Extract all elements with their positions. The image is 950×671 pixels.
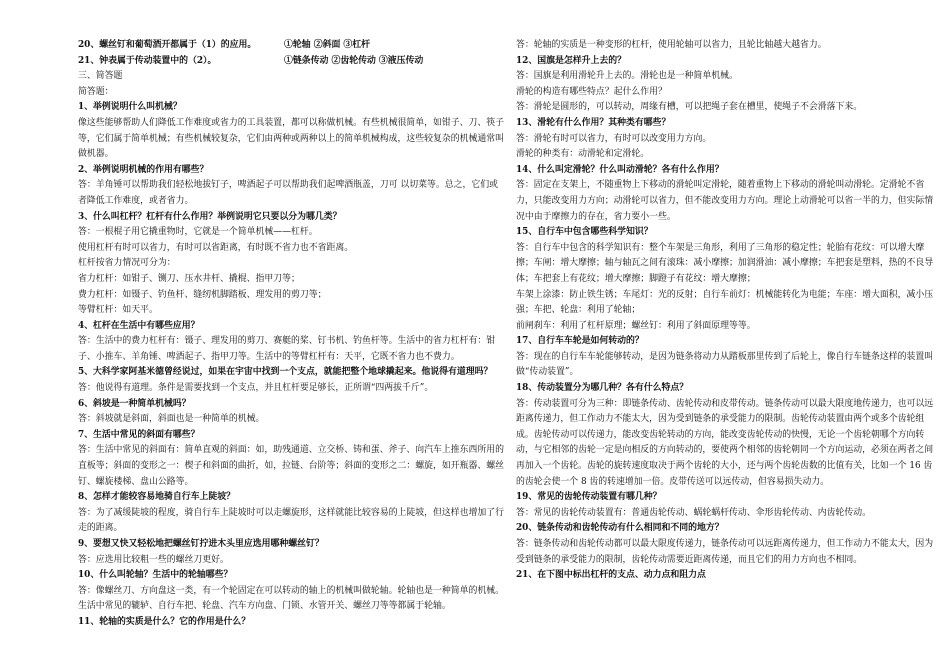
answer-paragraph: 答：为了减缓陡坡的程度，骑自行车上陡坡时可以走螺旋形，这样就能比较容易的上陡坡，但这样也增加了行走的距离。 [78,507,504,534]
question-heading: 17、自行车车轮是如何转动的？ [516,336,644,347]
answer-paragraph: 答：常见的齿轮传动装置有：普通齿轮传动、蜗轮蜗杆传动、伞形齿轮传动、内齿轮传动。 [516,507,871,518]
question-heading: 10、什么叫轮轴？生活中的轮轴哪些？ [78,570,233,581]
question-heading: 14、什么叫定滑轮？什么叫动滑轮？各有什么作用？ [516,164,724,175]
question-20-text: 20、螺丝钉和葡萄酒开都属于（1）的应用。 [78,40,257,50]
question-20-row [78,38,506,54]
question-heading: 9、要想又快又轻松地把螺丝钉拧进木头里应选用哪种螺丝钉？ [78,539,324,549]
answer-paragraph: 简答题： [78,86,114,97]
question-heading: 20、链条传动和齿轮传动有什么相同和不同的地方？ [516,523,724,534]
question-heading: 1、举例说明什么叫机械？ [78,102,182,113]
answer-paragraph: 答：生活中的费力杠杆有：镊子、理发用的剪刀、赛艇的桨、钉书机、钓鱼杆等。生活中的省力杠杆有：钳子、小推车、羊角锤、啤酒起子、指甲刀等。生活中的等臂杠杆有：天平，它既不省力也不费力。 [78,336,496,362]
question-heading: 18、传动装置分为哪几种？各有什么特点？ [516,383,689,394]
answer-paragraph: 答：斜坡就是斜面，斜面也是一种简单的机械。 [78,414,265,425]
answer-paragraph: 答：一根棍子用它撬重物时，它就是一个简单机械——杠杆。 [78,227,318,238]
answer-paragraph: 像这些能够帮助人们降低工作难度或省力的工具装置，都可以称做机械。有些机械很简单，如钳子、刀、筷子等，它们属于简单机械；有些机械较复杂，它们由两种或两种以上的简单机械构成，这些较复杂的机械通常叫做机器。 [78,117,504,160]
answer-paragraph: 答：轮轴的实质是一种变形的杠杆，使用轮轴可以省力，且轮比轴越大越省力。 [516,40,827,50]
question-heading: 15、自行车中包含哪些科学知识？ [516,227,653,238]
answer-paragraph: 使用杠杆有时可以省力，有时可以省距离，有时既不省力也不省距离。 [78,242,354,253]
answer-paragraph: 答：滑轮有时可以省力，有时可以改变用力方向。 [516,133,712,144]
answer-paragraph: 前闸刹车：利用了杠杆原理；螺丝钉：利用了斜面原理等等。 [516,320,756,331]
answer-paragraph: 滑轮的种类有：动滑轮和定滑轮。 [516,149,650,160]
question-heading: 8、怎样才能较容易地骑自行车上陡坡？ [78,492,236,503]
question-heading: 13、滑轮有什么作用？其种类有哪些？ [516,117,671,128]
left-column [78,38,506,631]
answer-paragraph: 杠杆按省力情况可分为： [78,258,176,269]
question-heading: 11、轮轴的实质是什么？它的作用是什么？ [78,616,251,627]
question-heading: 6、斜坡是一种简单机械吗？ [78,398,191,409]
answer-paragraph: 滑轮的构造有哪些特点？起什么作用？ [516,86,667,97]
answer-paragraph: 车架上涂漆：防止铁生锈；车尾灯：光的反射；自行车前灯：机械能转化为电能；车座：增大面积，减小压强；车把、轮盘：利用了轮轴； [516,289,934,316]
answer-paragraph: 答：像螺丝刀、方向盘这一类，有一个轮固定在可以转动的轴上的机械叫做轮轴。轮轴也是一种简单的机械。 [78,585,504,596]
answer-paragraph: 答：固定在支架上，不随重物上下移动的滑轮叫定滑轮，随着重物上下移动的滑轮叫动滑轮。定滑轮不省力，只能改变用力方向；动滑轮可以省力，但不能改变用力方向。理论上动滑轮可以省一半的力，但实际情况中由于摩擦力的存在，省力要小一些。 [516,180,934,222]
question-heading: 3、什么叫杠杆？杠杆有什么作用？举例说明它只要以分为哪几类？ [78,211,342,222]
answer-paragraph: 答：现在的自行车车轮能够转动，是因为链条将动力从踏板那里传到了后轮上，像自行车链条这样的装置叫做“传动装置”。 [516,351,934,378]
question-21-row [78,54,506,70]
answer-paragraph: 答：生活中常见的斜面有：简单直观的斜面：如，助残通道、立交桥、铸和蛋、斧子、向汽车上推东西所用的直板等；斜面的变形之一：楔子和斜面的曲折，如，拉链、台阶等；斜面的变形之二：螺旋，如开瓶器、螺丝钉、螺旋楼梯、盘山公路等。 [78,445,504,487]
answer-paragraph: 等臂杠杆：如天平。 [78,305,158,316]
left-text-block [78,69,506,630]
right-text-block [516,38,936,584]
question-heading: 4、杠杆在生活中有哪些应用？ [78,320,200,331]
right-column [516,38,936,584]
answer-paragraph: 答：自行车中包含的科学知识有：整个车架是三角形，利用了三角形的稳定性；轮胎有花纹：可以增大摩擦；车闸：增大摩擦；轴与轴瓦之间有滚珠：减小摩擦；加润滑油：减小摩擦；车把套是塑料，热的不良导体；车把套上有花纹；增大摩擦；脚蹬子有花纹：增大摩擦； [516,242,934,284]
answer-paragraph: 答：链条传动和齿轮传动都可以最大限度传递力，链条传动可以远距离传递力，但工作动力不能太大，因为受到链条的承受能力的限制，齿轮传动需要近距离传递，而且它们的用力方向也不相同。 [516,539,934,565]
answer-paragraph: 答：国旗是利用滑轮升上去的。滑轮也是一种简单机械。 [516,71,738,82]
question-heading: 7、生活中常见的斜面有哪些？ [78,429,200,440]
question-heading: 5、大科学家阿基米德曾经说过，如果在宇宙中找到一个支点，就能把整个地球撬起来。他说得有道理吗？ [78,367,493,378]
answer-paragraph: 省力杠杆：如钳子、铡刀、压水井杆、撬棍、指甲刀等； [78,273,300,284]
answer-paragraph: 答：他说得有道理。条件是需要找到一个支点，并且杠杆要足够长，正所谓“四两拔千斤”。 [78,383,434,394]
question-heading: 21、在下图中标出杠杆的支点、动力点和阻力点 [516,570,706,581]
question-heading: 19、常见的齿轮传动装置有哪几种？ [516,492,662,503]
question-20-options: ①轮轴 ②斜面 ③杠杆 [284,40,371,50]
question-21-options: ①链条传动 ②齿轮传动 ③液压传动 [284,55,424,66]
question-heading: 12、国旗是怎样升上去的？ [516,55,626,66]
answer-paragraph: 答：应选用比较粗一些的螺丝刀更好。 [78,554,229,565]
answer-paragraph: 三、简答题 [78,71,123,82]
answer-paragraph: 答：羊角锤可以帮助我们轻松地拔钉子，啤酒起子可以帮助我们起啤酒瓶盖，刀可 以切菜等。总之，它们或者降低工作难度，或者省力。 [78,180,498,206]
answer-paragraph: 答：传动装置可分为三种：即链条传动、齿轮传动和皮带传动。链条传动可以最大限度地传递力，也可以远距离传递力，但工作动力不能太大，因为受到链条的承受能力的限制。齿轮传动装置由两个或多个齿轮组成。齿轮传动可以传递力，能改变齿轮转动的方向，能改变齿轮传动的快慢，无论一个齿轮朝哪个方向转动，与它相邻的齿轮一定是向相反的方向转动的，要使两个相邻的齿轮朝同一个方向运动，必须在两者之间再加入一个齿轮。齿轮的旋转速度取决于两个齿轮的大小，还与两个齿轮齿数的比值有关，比如一个 16 齿的齿轮会使一个 8 齿的转速增加一倍。皮带传送可以远传动，但容易损失动力。 [516,398,934,487]
question-heading: 2、举例说明机械的作用有哪些？ [78,164,209,175]
answer-paragraph: 答：滑轮是圆形的，可以转动，周缘有槽，可以把绳子套在槽里，使绳子不会滑落下来。 [516,102,863,113]
answer-paragraph: 生活中常见的辘轳、自行车把、轮盘、汽车方向盘、门锁、水管开关、螺丝刀等等都属于轮轴。 [78,601,451,612]
question-21-text: 21、钟表属于传动装置中的（2）。 [78,55,217,66]
answer-paragraph: 费力杠杆：如镊子、钓鱼杆、缝纫机脚踏板、理发用的剪刀等； [78,289,327,300]
